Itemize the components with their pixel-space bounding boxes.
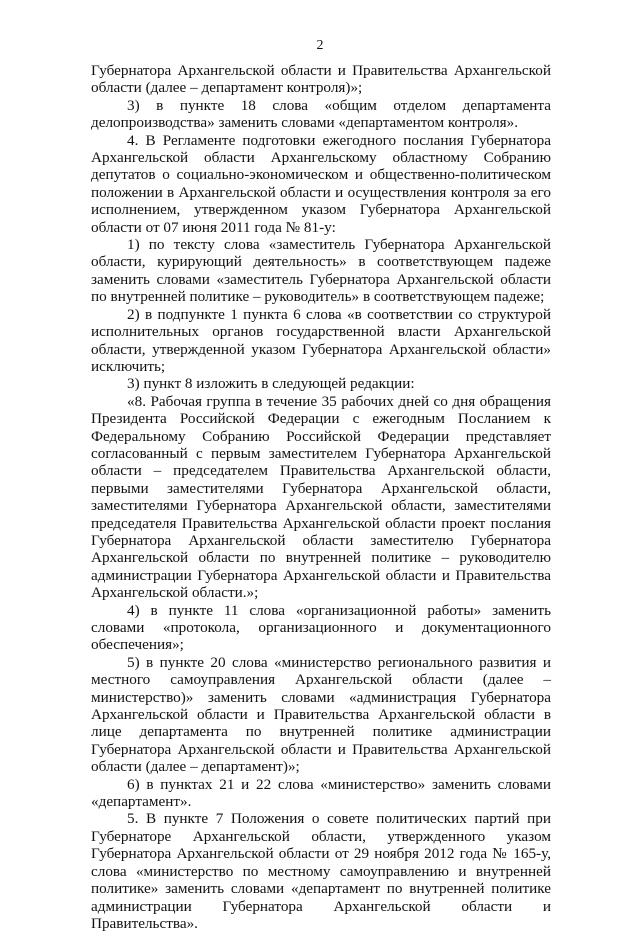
paragraph-item-3-point-18: 3) в пункте 18 слова «общим отделом департамента делопроизводства» заменить словами «департаментом контроля». xyxy=(91,96,551,132)
paragraph-item-1: 1) по тексту слова «заместитель Губернатора Архангельской области, курирующий деятельность» в соответствующем падеже заменить словами «заместитель Губернатора Архангельской области по внутренней политике – руководитель» в соответствующем падеже; xyxy=(91,236,551,306)
paragraph-item-5: 5) в пункте 20 слова «министерство регионального развития и местного самоуправления Архангельской области (далее – министерство)» заменить словами «администрация Губернатора Архангельской области и Правительства Архангельской области в лице департамента по внутренней политике администрации Губернатора Архангельской области и Правительства Архангельской области (далее – департамент)»; xyxy=(91,653,551,776)
paragraph-item-2: 2) в подпункте 1 пункта 6 слова «в соответствии со структурой исполнительных органов государственной власти Архангельской области, утвержденной указом Губернатора Архангельской области» исключить; xyxy=(91,305,551,375)
paragraph-item-4: 4) в пункте 11 слова «организационной работы» заменить словами «протокола, организационного и документационного обеспечения»; xyxy=(91,601,551,654)
page-number: 2 xyxy=(316,38,324,53)
paragraph-continuation: Губернатора Архангельской области и Правительства Архангельской области (далее – департамент контроля)»; xyxy=(91,62,551,97)
paragraph-section-4: 4. В Регламенте подготовки ежегодного послания Губернатора Архангельской области Архангельскому областному Собранию депутатов о социально-экономическом и общественно-политическом положении в Архангельской области и осуществления контроля за его исполнением, утвержденном указом Губернатора Архангельской области от 07 июня 2011 года № 81-у: xyxy=(91,131,551,236)
paragraph-item-3: 3) пункт 8 изложить в следующей редакции: xyxy=(127,375,415,393)
paragraph-quoted-point-8: «8. Рабочая группа в течение 35 рабочих дней со дня обращения Президента Российской Федерации с ежегодным Посланием к Федеральному Собранию Российской Федерации представляет согласованный с первым заместителем Губернатора Архангельской области – председателем Правительства Архангельской области, первыми заместителями Губернатора Архангельской области, заместителями Губернатора Архангельской области, заместителями председателя Правительства Архангельской области проект послания Губернатора Архангельской области заместителю Губернатора Архангельской области по внутренней политике – руководителю администрации Губернатора Архангельской области и Правительства Архангельской области.»; xyxy=(91,392,551,602)
paragraph-item-6: 6) в пунктах 21 и 22 слова «министерство» заменить словами «департамент». xyxy=(91,775,551,811)
document-body xyxy=(91,62,551,932)
paragraph-section-5: 5. В пункте 7 Положения о совете политических партий при Губернаторе Архангельской области, утвержденного указом Губернатора Архангельской области от 29 ноября 2012 года № 165-у, слова «министерство по местному самоуправлению и внутренней политике» заменить словами «департамент по внутренней политике администрации Губернатора Архангельской области и Правительства». xyxy=(91,810,551,932)
